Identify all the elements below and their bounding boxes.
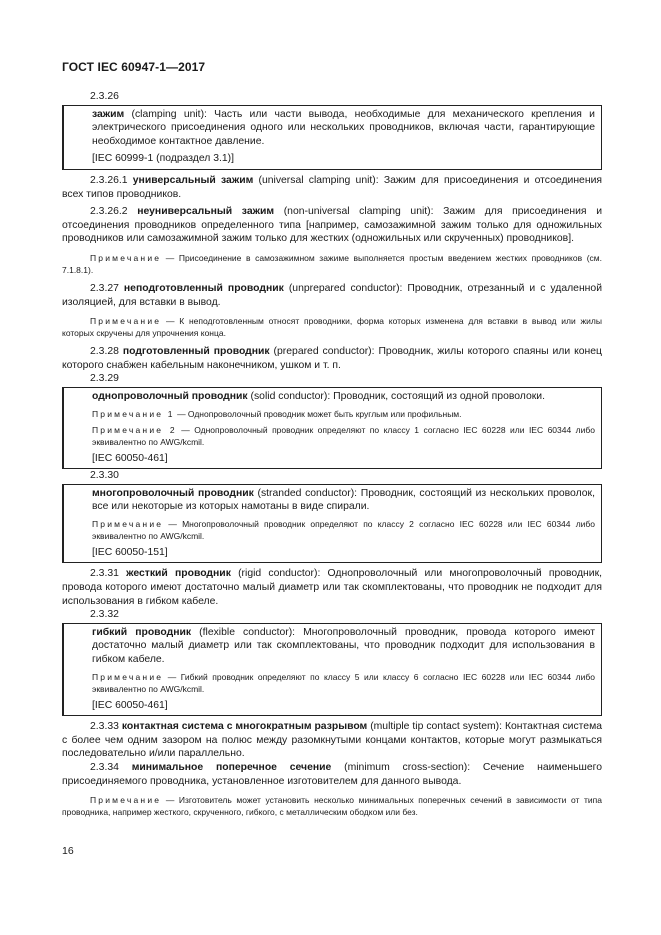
note: Примечание — Гибкий проводник определяют по классу 5 или классу 6 согласно IEC 60228 или IEC 60344 либо эквивалентно по AWG/kcmil. [92,671,595,694]
definition-box: однопроволочный проводник (solid conductor): Проводник, состоящий из одной проволоки. Примечание 1 — Однопроволочный проводник может быть круглым или профильным. Примечание 2 — Однопроволочный проводник определяют по классу 1 согласно IEC 60228 или IEC 60344 либо эквивалентно по AWG/kcmil. [IEC 60050-461] [62,387,602,469]
note-1: Примечание 1 — Однопроволочный проводник может быть круглым или профильным. [92,408,462,419]
clause-2-3-26-1: 2.3.26.1 универсальный зажим (universal clamping unit): Зажим для присоединения и отсоединения всех типов проводников. [62,174,603,200]
source-reference: [IEC 60050-461] [92,699,168,711]
term: однопроволочный проводник [92,390,248,402]
term: многопроволочный проводник [92,487,254,499]
term: гибкий проводник [92,626,192,638]
document-header: ГОСТ IEC 60947-1—2017 [62,60,206,74]
note: Примечание — Многопроволочный проводник определяют по классу 2 согласно IEC 60228 или IEC 60344 либо эквивалентно по AWG/kcmil. [92,518,595,541]
note-2: Примечание 2 — Однопроволочный проводник определяют по классу 1 согласно IEC 60228 или IEC 60344 либо эквивалентно по AWG/kcmil. [92,424,595,447]
source-reference: [IEC 60999-1 (подраздел 3.1)] [92,153,235,165]
definition-box [62,105,602,170]
clause-number: 2.3.30 [90,470,119,482]
clause-2-3-27: 2.3.27 неподготовленный проводник (unprepared conductor): Проводник, отрезанный и с удаленной изоляцией, для вставки в вывод. [62,282,603,308]
note: Примечание — К неподготовленным относят проводники, форма которых изменена для вставки в вывод или жилы которых скручены для упрочнения конца. [62,316,602,339]
clause-2-3-33: 2.3.33 контактная система с многократным разрывом (multiple tip contact system): Контактная система с более чем одним зазором на полюс между разомкнутыми концами контактов, которые могут размыкаться последовательно и/или параллельно. [62,721,602,760]
clause-number: 2.3.32 [90,609,119,621]
clause-2-3-31: 2.3.31 жесткий проводник (rigid conductor): Однопроволочный или многопроволочный проводник, провода которого имеют достаточно малый диаметр или так скомплектованы, что проводник не подходит для использования в гибком кабеле. [62,568,603,607]
clause-number: 2.3.26 [90,91,119,102]
term: зажим [92,108,125,120]
definition: (clamping unit): Часть или части вывода, необходимые для механического крепления и электрического присоединения одного или нескольких проводников, включая части, гарантирующие необходимое контактное давление. [92,108,595,147]
clause-number: 2.3.29 [90,373,119,385]
note: Примечание — Изготовитель может установить несколько минимальных поперечных сечений в зависимости от типа проводника, например жесткого, скрученного, гибкого, с металлическим ободком или без. [62,795,602,818]
clause-2-3-26-2: 2.3.26.2 неуниверсальный зажим (non-universal clamping unit): Зажим для присоединения и отсоединения проводников определенного типа [например, самозажимной зажим только для одножильных проводников или самозажимной зажим только для жестких (одножильных или скрученных) проводников]. [62,206,602,245]
document-body [62,90,602,818]
definition-box: гибкий проводник (flexible conductor): Многопроволочный проводник, провода которого имеют достаточно малый диаметр или так скомплектованы, что проводник подходит для использования в гибком кабеле. Примечание — Гибкий проводник определяют по классу 5 или классу 6 согласно IEC 60228 или IEC 60344 либо эквивалентно по AWG/kcmil. [IEC 60050-461] [62,623,602,716]
definition-box: многопроволочный проводник (stranded conductor): Проводник, состоящий из нескольких проволок, все или некоторые из которых намотаны в виде спирали. Примечание — Многопроволочный проводник определяют по классу 2 согласно IEC 60228 или IEC 60344 либо эквивалентно по AWG/kcmil. [IEC 60050-151] [62,484,602,564]
page-number: 16 [62,845,74,857]
source-reference: [IEC 60050-461] [92,452,168,464]
clause-2-3-34: 2.3.34 минимальное поперечное сечение (minimum cross-section): Сечение наименьшего присоединяемого проводника, установленное изготовителем для данного вывода. [62,762,602,787]
clause-2-3-28: 2.3.28 подготовленный проводник (prepared conductor): Проводник, жилы которого спаяны или конец которого снабжен кабельным наконечником, ушком и т. п. [62,346,602,371]
source-reference: [IEC 60050-151] [92,546,168,558]
note: Примечание — Присоединение в самозажимном зажиме выполняется простым введением жестких проводников (см. 7.1.8.1). [62,252,602,275]
